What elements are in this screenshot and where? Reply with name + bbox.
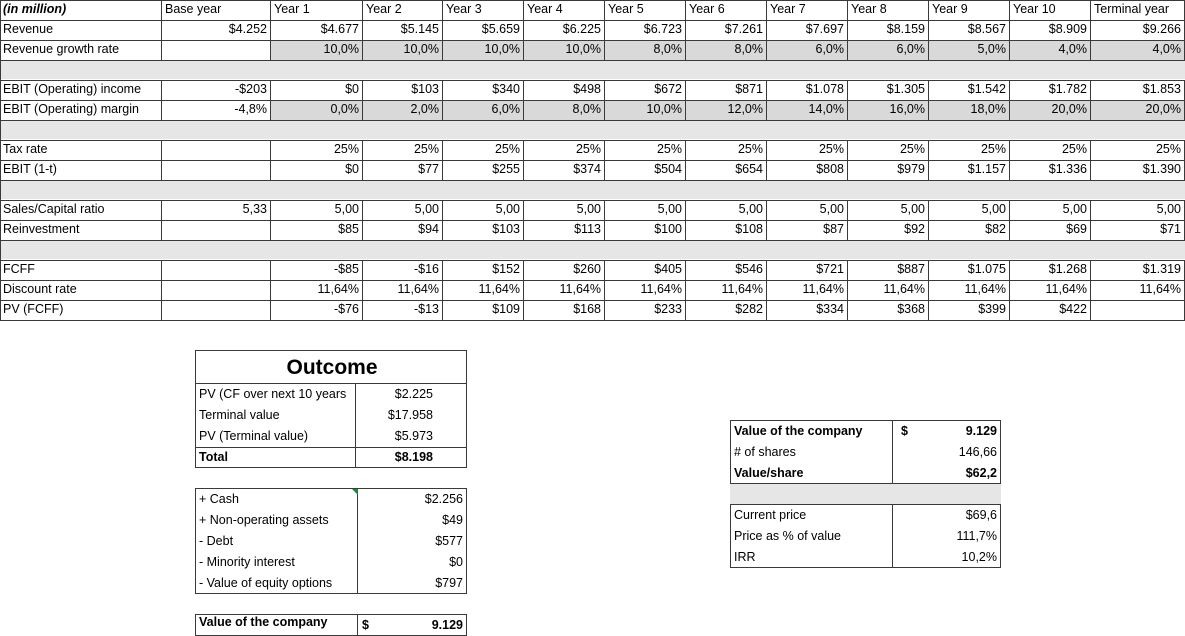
outcome-value: $17.958 <box>387 408 433 422</box>
ps-value: 9.129 <box>965 424 997 438</box>
row-label[interactable]: Discount rate <box>0 280 162 300</box>
outcome-title: Outcome <box>286 356 378 379</box>
cell-value[interactable]: $4.677 <box>271 20 363 40</box>
column-header[interactable]: Year 4 <box>524 0 605 20</box>
grid-line <box>0 0 1185 1</box>
cell-value[interactable]: 11,64% <box>686 280 767 300</box>
outcome-value: $2.225 <box>394 387 433 401</box>
cell-value[interactable]: 25% <box>524 140 605 160</box>
cell-value[interactable]: 20,0% <box>1091 100 1185 120</box>
separator-band <box>730 484 1001 504</box>
grid-line <box>0 320 1185 321</box>
adj-row-cash[interactable] <box>196 489 466 510</box>
cell-value[interactable]: 10,0% <box>271 40 363 60</box>
cell-value[interactable]: 10,0% <box>605 100 686 120</box>
cell-value[interactable]: 11,64% <box>767 280 848 300</box>
cell-value[interactable]: 11,64% <box>605 280 686 300</box>
row-label[interactable]: EBIT (Operating) income <box>0 80 162 100</box>
cell-value[interactable]: 25% <box>443 140 524 160</box>
row-label[interactable]: Revenue <box>0 20 162 40</box>
comment-indicator[interactable] <box>352 489 358 495</box>
adj-label: + Cash <box>196 489 358 510</box>
cell-value[interactable]: $8.567 <box>929 20 1010 40</box>
cell-value[interactable]: -$16 <box>363 260 443 280</box>
cell-value[interactable]: $1.268 <box>1010 260 1091 280</box>
cell-value[interactable]: $672 <box>605 80 686 100</box>
cell-value[interactable]: 5,00 <box>524 200 605 220</box>
cell-value[interactable]: $1.305 <box>848 80 929 100</box>
cell-value[interactable]: $368 <box>848 300 929 320</box>
cell-value[interactable]: -$203 <box>162 80 271 100</box>
cell-value[interactable]: 5,00 <box>1010 200 1091 220</box>
cell-value[interactable]: $546 <box>686 260 767 280</box>
row-fcff <box>0 260 1185 280</box>
cell-value[interactable]: $109 <box>443 300 524 320</box>
column-header[interactable]: Base year <box>162 0 271 20</box>
cell-value[interactable] <box>1091 300 1185 320</box>
adjustments-box <box>195 488 467 594</box>
cell-value[interactable]: $721 <box>767 260 848 280</box>
cell-value[interactable]: 5,00 <box>929 200 1010 220</box>
grid-line <box>0 0 1 321</box>
cell-value[interactable]: $6.225 <box>524 20 605 40</box>
price-value: 111,7% <box>956 529 997 543</box>
price-label: IRR <box>731 547 893 568</box>
cell-value[interactable]: $94 <box>363 220 443 240</box>
adj-row-debt[interactable] <box>196 531 466 552</box>
cell-value[interactable]: $282 <box>686 300 767 320</box>
currency-symbol: $ <box>362 618 369 632</box>
ps-value: $62,2 <box>965 466 997 480</box>
column-header[interactable]: Year 1 <box>271 0 363 20</box>
cell-value[interactable]: $100 <box>605 220 686 240</box>
separator-band <box>0 61 1185 79</box>
cell-value[interactable]: 25% <box>848 140 929 160</box>
adj-label: - Value of equity options <box>196 573 358 594</box>
cell-value[interactable]: 5,00 <box>848 200 929 220</box>
cell-value[interactable]: $334 <box>767 300 848 320</box>
cell-value[interactable]: 5,00 <box>767 200 848 220</box>
adj-value: $49 <box>442 513 463 527</box>
cell-value[interactable]: 11,64% <box>1091 280 1185 300</box>
company-value: 9.129 <box>431 618 463 632</box>
row-ebit1t <box>0 160 1185 180</box>
row-label[interactable]: EBIT (Operating) margin <box>0 100 162 120</box>
cell-value[interactable]: $374 <box>524 160 605 180</box>
grid-line <box>0 140 1185 141</box>
adj-label: + Non-operating assets <box>196 510 358 531</box>
cell-value[interactable]: $340 <box>443 80 524 100</box>
outcome-row-pv-cf[interactable] <box>196 384 466 405</box>
ps-label: Value of the company <box>731 421 893 442</box>
adj-value: $577 <box>435 534 463 548</box>
cell-value[interactable]: 25% <box>686 140 767 160</box>
price-label: Price as % of value <box>731 526 893 547</box>
cell-value[interactable]: $168 <box>524 300 605 320</box>
cell-value[interactable]: 10,0% <box>443 40 524 60</box>
price-value: 10,2% <box>961 550 997 564</box>
grid-line <box>0 300 1185 301</box>
cell-value[interactable]: $71 <box>1091 220 1185 240</box>
separator-band <box>0 181 1185 199</box>
cell-value[interactable]: 6,0% <box>443 100 524 120</box>
outcome-row-pv-terminal[interactable] <box>196 426 466 447</box>
row-margin <box>0 100 1185 120</box>
ps-value: 146,66 <box>958 445 997 459</box>
price-box <box>730 504 1001 568</box>
cell-value[interactable]: 6,0% <box>848 40 929 60</box>
cell-value[interactable]: 25% <box>363 140 443 160</box>
cell-value[interactable]: $233 <box>605 300 686 320</box>
outcome-label: PV (CF over next 10 years <box>196 384 356 405</box>
row-label[interactable]: Tax rate <box>0 140 162 160</box>
cell-value[interactable]: $498 <box>524 80 605 100</box>
grid-line <box>0 120 1185 121</box>
cell-value[interactable]: $82 <box>929 220 1010 240</box>
ps-row-value-company[interactable] <box>731 421 1000 442</box>
ps-row-shares[interactable] <box>731 442 1000 463</box>
cell-value[interactable]: $260 <box>524 260 605 280</box>
separator-band <box>0 121 1185 139</box>
cell-value[interactable]: 10,0% <box>524 40 605 60</box>
row-pv <box>0 300 1185 320</box>
cell-value[interactable]: -4,8% <box>162 100 271 120</box>
ps-label: # of shares <box>731 442 893 463</box>
row-ebit <box>0 80 1185 100</box>
adj-row-nonop[interactable] <box>196 510 466 531</box>
cell-value[interactable]: 11,64% <box>363 280 443 300</box>
cell-value[interactable]: $4.252 <box>162 20 271 40</box>
cell-value[interactable]: 11,64% <box>524 280 605 300</box>
grid-line <box>0 200 1185 201</box>
outcome-label: Terminal value <box>196 405 356 426</box>
column-header[interactable]: Year 10 <box>1010 0 1091 20</box>
company-value-label: Value of the company <box>196 615 358 636</box>
cell-value[interactable]: $399 <box>929 300 1010 320</box>
adj-row-options[interactable] <box>196 573 466 594</box>
cell-value[interactable]: 18,0% <box>929 100 1010 120</box>
cell-value[interactable]: $1.782 <box>1010 80 1091 100</box>
row-label[interactable]: FCFF <box>0 260 162 280</box>
outcome-value: $5.973 <box>394 429 433 443</box>
cell-value[interactable]: 11,64% <box>1010 280 1091 300</box>
cell-value[interactable]: 5,33 <box>162 200 271 220</box>
cell-value[interactable]: $405 <box>605 260 686 280</box>
cell-value[interactable]: $654 <box>686 160 767 180</box>
cell-value[interactable]: 5,00 <box>605 200 686 220</box>
cell-value[interactable]: 25% <box>605 140 686 160</box>
cell-value[interactable]: $77 <box>363 160 443 180</box>
cell-value[interactable]: $0 <box>271 80 363 100</box>
column-header[interactable]: Terminal year <box>1091 0 1185 20</box>
cell-value[interactable]: $1.390 <box>1091 160 1185 180</box>
cell-value[interactable]: $113 <box>524 220 605 240</box>
row-label[interactable]: Revenue growth rate <box>0 40 162 60</box>
cell-value[interactable] <box>162 260 271 280</box>
currency-symbol: $ <box>901 424 908 438</box>
grid-line <box>0 80 1185 81</box>
cell-value[interactable]: 6,0% <box>767 40 848 60</box>
cell-value[interactable]: $92 <box>848 220 929 240</box>
column-header[interactable]: Year 9 <box>929 0 1010 20</box>
ps-label: Value/share <box>731 463 893 484</box>
cell-value[interactable]: 25% <box>767 140 848 160</box>
row-label[interactable]: EBIT (1-t) <box>0 160 162 180</box>
cell-value[interactable]: 0,0% <box>271 100 363 120</box>
cell-value[interactable]: 8,0% <box>524 100 605 120</box>
cell-value[interactable]: $69 <box>1010 220 1091 240</box>
cell-value[interactable] <box>162 40 271 60</box>
cell-value[interactable]: $1.319 <box>1091 260 1185 280</box>
column-header[interactable]: Year 8 <box>848 0 929 20</box>
cell-value[interactable]: $103 <box>363 80 443 100</box>
cell-value[interactable]: $1.075 <box>929 260 1010 280</box>
price-value: $69,6 <box>965 508 997 522</box>
outcome-row-total[interactable] <box>196 447 466 468</box>
column-header[interactable]: Year 3 <box>443 0 524 20</box>
price-label: Current price <box>731 505 893 526</box>
cell-value[interactable]: 5,00 <box>686 200 767 220</box>
cell-value[interactable]: $504 <box>605 160 686 180</box>
cell-value[interactable]: 11,64% <box>271 280 363 300</box>
cell-value[interactable]: 5,00 <box>443 200 524 220</box>
grid-line <box>0 280 1185 281</box>
grid-line <box>0 220 1185 221</box>
adj-value: $797 <box>435 576 463 590</box>
grid-line <box>0 60 1185 61</box>
cell-value[interactable]: $255 <box>443 160 524 180</box>
cell-value[interactable] <box>162 280 271 300</box>
cell-value[interactable]: $871 <box>686 80 767 100</box>
cell-value[interactable]: $979 <box>848 160 929 180</box>
cell-value[interactable]: 25% <box>1091 140 1185 160</box>
cell-value[interactable]: $422 <box>1010 300 1091 320</box>
company-value-box[interactable] <box>195 614 467 636</box>
cell-value[interactable]: $8.909 <box>1010 20 1091 40</box>
outcome-box <box>195 350 467 468</box>
cell-value[interactable]: -$85 <box>271 260 363 280</box>
cell-value[interactable]: -$13 <box>363 300 443 320</box>
cell-value[interactable]: $85 <box>271 220 363 240</box>
cell-value[interactable]: 25% <box>1010 140 1091 160</box>
cell-value[interactable] <box>162 300 271 320</box>
per-share-box <box>730 420 1001 484</box>
row-salescap <box>0 200 1185 220</box>
row-label[interactable]: Sales/Capital ratio <box>0 200 162 220</box>
adj-row-minority[interactable] <box>196 552 466 573</box>
grid-line <box>0 180 1185 181</box>
cell-value[interactable]: 16,0% <box>848 100 929 120</box>
row-label[interactable]: PV (FCFF) <box>0 300 162 320</box>
cell-value[interactable]: 11,64% <box>443 280 524 300</box>
adj-label: - Minority interest <box>196 552 358 573</box>
header-row <box>0 0 1185 20</box>
cell-value[interactable]: 5,00 <box>271 200 363 220</box>
cell-value[interactable]: 11,64% <box>848 280 929 300</box>
cell-value[interactable] <box>162 140 271 160</box>
cell-value[interactable]: $5.659 <box>443 20 524 40</box>
cell-value[interactable]: 11,64% <box>929 280 1010 300</box>
grid-line <box>0 100 1185 101</box>
price-row-current[interactable] <box>731 505 1000 526</box>
cell-value[interactable]: $6.723 <box>605 20 686 40</box>
cell-value[interactable] <box>162 160 271 180</box>
cell-value[interactable]: $887 <box>848 260 929 280</box>
outcome-total-label: Total <box>196 447 356 468</box>
cell-value[interactable]: $152 <box>443 260 524 280</box>
cell-value[interactable]: 8,0% <box>605 40 686 60</box>
cell-value[interactable]: $1.078 <box>767 80 848 100</box>
grid-line <box>0 40 1185 41</box>
cell-value[interactable]: $1.336 <box>1010 160 1091 180</box>
row-reinv <box>0 220 1185 240</box>
cell-value[interactable]: $808 <box>767 160 848 180</box>
column-header[interactable]: Year 7 <box>767 0 848 20</box>
column-header[interactable]: Year 6 <box>686 0 767 20</box>
cell-value[interactable]: $0 <box>271 160 363 180</box>
cell-value[interactable] <box>162 220 271 240</box>
cell-value[interactable]: 5,00 <box>363 200 443 220</box>
adj-label: - Debt <box>196 531 358 552</box>
cell-value[interactable]: 5,0% <box>929 40 1010 60</box>
cell-value[interactable]: $8.159 <box>848 20 929 40</box>
row-tax <box>0 140 1185 160</box>
cell-value[interactable]: 8,0% <box>686 40 767 60</box>
separator-band <box>0 241 1185 259</box>
cell-value[interactable]: 4,0% <box>1091 40 1185 60</box>
cell-value[interactable]: $5.145 <box>363 20 443 40</box>
cell-value[interactable]: $7.697 <box>767 20 848 40</box>
ps-row-value-share[interactable] <box>731 463 1000 484</box>
cell-value[interactable]: 2,0% <box>363 100 443 120</box>
grid-line <box>0 240 1185 241</box>
cell-value[interactable]: $1.542 <box>929 80 1010 100</box>
cell-value[interactable]: 25% <box>271 140 363 160</box>
cell-value[interactable]: $9.266 <box>1091 20 1185 40</box>
adj-value: $2.256 <box>424 492 463 506</box>
cell-value[interactable]: 10,0% <box>363 40 443 60</box>
adj-value: $0 <box>449 555 463 569</box>
outcome-row-terminal[interactable] <box>196 405 466 426</box>
cell-value[interactable]: $1.853 <box>1091 80 1185 100</box>
column-header[interactable]: Year 2 <box>363 0 443 20</box>
cell-value[interactable]: -$76 <box>271 300 363 320</box>
outcome-total-value: $8.198 <box>394 450 433 464</box>
row-label[interactable]: Reinvestment <box>0 220 162 240</box>
cell-value[interactable]: 25% <box>929 140 1010 160</box>
cell-value[interactable]: 12,0% <box>686 100 767 120</box>
row-revenue <box>0 20 1185 40</box>
cell-value[interactable]: 4,0% <box>1010 40 1091 60</box>
cell-value[interactable]: $1.157 <box>929 160 1010 180</box>
grid-line <box>0 20 1185 21</box>
cell-value[interactable]: $87 <box>767 220 848 240</box>
cell-value[interactable]: $103 <box>443 220 524 240</box>
column-header[interactable]: Year 5 <box>605 0 686 20</box>
outcome-label: PV (Terminal value) <box>196 426 356 447</box>
cell-value[interactable]: 20,0% <box>1010 100 1091 120</box>
grid-line <box>0 160 1185 161</box>
cell-value[interactable]: $108 <box>686 220 767 240</box>
cell-value[interactable]: 5,00 <box>1091 200 1185 220</box>
cell-value[interactable]: $7.261 <box>686 20 767 40</box>
cell-value[interactable]: 14,0% <box>767 100 848 120</box>
row-disc <box>0 280 1185 300</box>
price-row-pct[interactable] <box>731 526 1000 547</box>
grid-line <box>0 260 1185 261</box>
row-growth <box>0 40 1185 60</box>
price-row-irr[interactable] <box>731 547 1000 568</box>
units-label[interactable]: (in million) <box>0 0 162 20</box>
